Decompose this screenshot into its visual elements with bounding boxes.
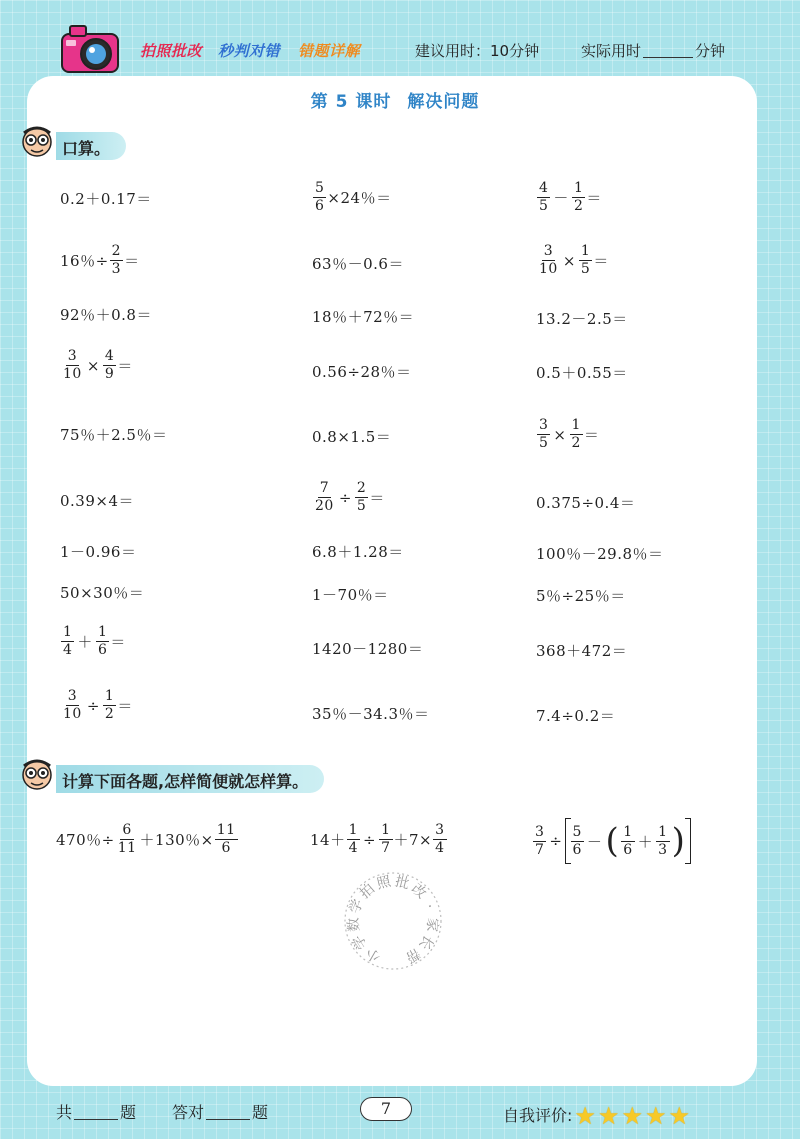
actual-time-blank[interactable] — [643, 44, 693, 58]
exercise-22: 50×30％＝ — [60, 584, 145, 602]
exercise-17: $\frac{7}{20}$ ÷ $\frac{2}{5}$ ＝ — [315, 480, 385, 514]
actual-time-unit: 分钟 — [695, 42, 726, 60]
correct-blank[interactable] — [206, 1106, 250, 1120]
lesson-title — [0, 87, 790, 112]
total-questions: 共 题 — [56, 1103, 137, 1122]
exercise-16: 0.39×4＝ — [60, 492, 135, 510]
stamp-char: 改 — [408, 880, 430, 903]
right-paren: ) — [671, 821, 686, 861]
lesson-number: 第 5 课时 — [310, 92, 392, 112]
exercise-25: $\frac{1}{4}$ ＋ $\frac{1}{6}$ ＝ — [63, 624, 126, 658]
exercise-6: $\frac{3}{10}$ × $\frac{1}{5}$ ＝ — [539, 243, 609, 277]
exercise-12: 0.5＋0.55＝ — [536, 364, 628, 382]
star-icon[interactable]: ★ — [644, 1102, 667, 1130]
fraction: $\frac{1}{4}$ — [348, 822, 359, 856]
lesson-topic: 解决问题 — [407, 92, 480, 112]
exercise-27: 368＋472＝ — [536, 642, 628, 660]
exercise-1: 0.2＋0.17＝ — [60, 190, 152, 208]
exercise-14: 0.8×1.5＝ — [312, 428, 392, 446]
stamp-char: 家 — [423, 916, 441, 933]
exercise-18: 0.375÷0.4＝ — [536, 494, 636, 512]
fraction: $\frac{3}{10}$ — [63, 688, 82, 722]
fraction: $\frac{2}{3}$ — [111, 243, 122, 277]
fraction: $\frac{4}{9}$ — [104, 348, 115, 382]
exercise-29: 35％－34.3％＝ — [312, 705, 430, 723]
suggested-time: 建议用时：10分钟 — [415, 42, 540, 60]
fraction: $\frac{1}{3}$ — [658, 823, 668, 858]
actual-time — [581, 40, 725, 61]
stamp-char: 小 — [363, 944, 384, 966]
fraction: $\frac{6}{11}$ — [117, 822, 137, 856]
stamp-char: 学 — [346, 897, 367, 916]
exercise-26: 1420－1280＝ — [312, 640, 424, 658]
stamp-char: · — [420, 901, 438, 912]
problem-3: $\frac{3}{7}$ ÷ $\frac{5}{6}$ － ( $\frac{1}{6}$ ＋ $\frac{1}{3}$ ) — [532, 818, 691, 864]
exercise-23: 1－70％＝ — [312, 586, 389, 604]
section-simplify: 计算下面各题,怎样简便就怎样算。 — [56, 765, 324, 793]
exercise-10: $\frac{3}{10}$ × $\frac{4}{9}$ ＝ — [63, 348, 133, 382]
exercise-9: 13.2－2.5＝ — [536, 310, 628, 328]
fraction: $\frac{5}{6}$ — [315, 180, 325, 214]
exercise-15: $\frac{3}{5}$ × $\frac{1}{2}$ ＝ — [539, 417, 600, 451]
fraction: $\frac{1}{7}$ — [381, 822, 391, 856]
fraction: $\frac{3}{10}$ — [63, 348, 82, 382]
exercise-13: 75％＋2.5％＝ — [60, 426, 168, 444]
fraction: $\frac{7}{20}$ — [315, 480, 334, 514]
left-paren: ( — [605, 821, 620, 861]
exercise-5: 63％－0.6＝ — [312, 255, 404, 273]
mascot-icon — [20, 125, 54, 159]
camera-icon — [60, 22, 120, 74]
fraction: $\frac{1}{6}$ — [97, 624, 108, 658]
stamp-char: 拍 — [356, 880, 378, 903]
mascot-icon — [20, 758, 54, 792]
exercise-24: 5％÷25％＝ — [536, 587, 626, 605]
exercise-8: 18％＋72％＝ — [312, 308, 415, 326]
self-evaluation — [503, 1102, 690, 1130]
stamp-char: 学 — [349, 931, 371, 953]
fraction: $\frac{1}{5}$ — [580, 243, 591, 277]
problem-1: 470％÷ $\frac{6}{11}$ ＋130％× $\frac{11}{6}$ — [56, 822, 236, 856]
self-eval-label: 自我评价: — [503, 1106, 573, 1125]
correct-questions: 答对 题 — [172, 1103, 269, 1122]
square-bracket: $\frac{5}{6}$ － ( $\frac{1}{6}$ ＋ $\frac{1}{3}$ ) — [565, 818, 692, 864]
exercise-30: 7.4÷0.2＝ — [536, 707, 616, 725]
exercise-20: 6.8＋1.28＝ — [312, 543, 404, 561]
fraction: $\frac{3}{5}$ — [539, 417, 549, 451]
exercise-28: $\frac{3}{10}$ ÷ $\frac{1}{2}$ ＝ — [63, 688, 133, 722]
star-icon[interactable]: ★ — [621, 1102, 643, 1130]
star-icon[interactable]: ★ — [668, 1102, 690, 1130]
exercise-21: 100％－29.8％＝ — [536, 545, 664, 563]
star-icon[interactable]: ★ — [597, 1102, 620, 1130]
tag-photo-grading: 拍照批改 — [140, 42, 203, 60]
stamp-char: 长 — [415, 931, 437, 953]
fraction: $\frac{3}{7}$ — [535, 823, 545, 858]
tag-instant-judge: 秒判对错 — [218, 42, 281, 60]
fraction: $\frac{1}{2}$ — [573, 180, 584, 214]
stamp-char: 批 — [393, 873, 411, 893]
page-number: 7 — [360, 1097, 412, 1121]
fraction: $\frac{3}{4}$ — [435, 822, 445, 856]
fraction: $\frac{3}{10}$ — [539, 243, 558, 277]
total-blank[interactable] — [74, 1106, 118, 1120]
stamp-char: 照 — [375, 873, 393, 893]
exercise-11: 0.56÷28％＝ — [312, 363, 412, 381]
star-rating[interactable] — [572, 1102, 690, 1130]
fraction: $\frac{1}{2}$ — [571, 417, 581, 451]
fraction: $\frac{4}{5}$ — [539, 180, 549, 214]
fraction: $\frac{1}{6}$ — [623, 823, 633, 858]
exercise-19: 1－0.96＝ — [60, 543, 137, 561]
problem-2: 14＋ $\frac{1}{4}$ ÷ $\frac{1}{7}$ ＋7× $\frac{3}{4}$ — [310, 822, 445, 856]
fraction: $\frac{1}{2}$ — [104, 688, 115, 722]
exercise-4: 16％÷ $\frac{2}{3}$ ＝ — [60, 243, 140, 277]
tag-error-explain: 错题详解 — [298, 42, 361, 60]
watermark-stamp — [318, 846, 468, 996]
fraction: $\frac{11}{6}$ — [216, 822, 236, 856]
exercise-7: 92％＋0.8＝ — [60, 306, 152, 324]
fraction: $\frac{5}{6}$ — [572, 823, 582, 858]
fraction: $\frac{1}{4}$ — [63, 624, 73, 658]
section-oral-calculation: 口算。 — [56, 132, 126, 160]
fraction: $\frac{2}{5}$ — [356, 480, 367, 514]
stamp-char: 帮 — [402, 944, 423, 966]
stamp-char: 数 — [345, 916, 363, 933]
exercise-3: $\frac{4}{5}$ － $\frac{1}{2}$ ＝ — [539, 180, 602, 214]
actual-time-label: 实际用时 — [581, 42, 642, 60]
star-icon[interactable]: ★ — [574, 1102, 596, 1130]
exercise-2: $\frac{5}{6}$ ×24％＝ — [315, 180, 392, 214]
